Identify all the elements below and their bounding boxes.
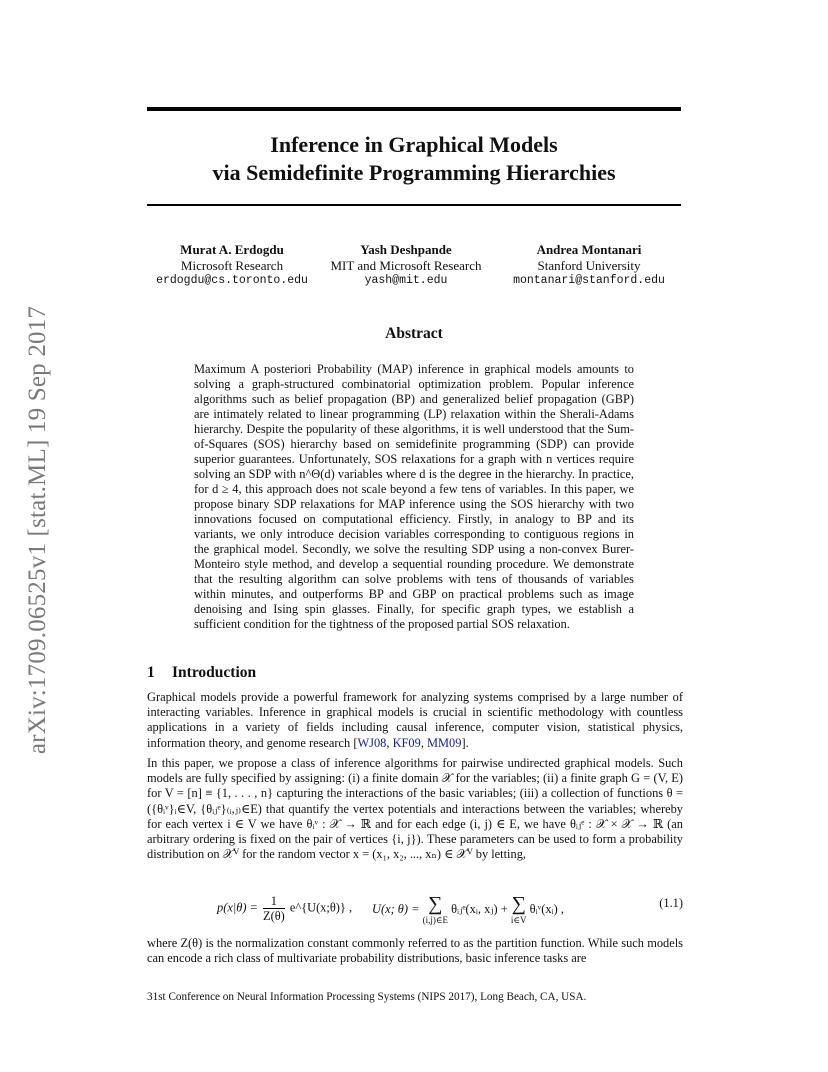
paper-title	[147, 131, 681, 187]
author-affiliation: MIT and Microsoft Research	[330, 257, 482, 273]
eq-frac-den: Z(θ)	[263, 909, 285, 923]
eq-exponential: e^{U(x;θ)} ,	[289, 900, 353, 915]
section-title: Introduction	[172, 664, 257, 681]
eq-lhs-label: p(x|θ) =	[217, 900, 258, 915]
title-rule-top	[147, 107, 681, 111]
author-block-2	[321, 242, 491, 289]
author-email[interactable]: erdogdu@cs.toronto.edu	[156, 274, 308, 287]
abstract-heading: Abstract	[385, 325, 443, 342]
author-affiliation: Microsoft Research	[180, 257, 284, 273]
conference-footer: 31st Conference on Neural Information Processing Systems (NIPS 2017), Long Beach, CA, USA.	[147, 991, 587, 1003]
eq-sum-index: i∈V	[510, 915, 527, 925]
title-rule-bottom	[147, 204, 681, 206]
equation-number: (1.1)	[659, 896, 683, 910]
author-name: Yash Deshpande	[360, 242, 452, 257]
title-line-1: Inference in Graphical Models	[270, 132, 558, 157]
citation-link[interactable]: KF09	[392, 735, 421, 750]
equation-1-1	[147, 886, 683, 928]
author-email[interactable]: montanari@stanford.edu	[513, 274, 665, 287]
abstract-text: Maximum A posteriori Probability (MAP) inference in graphical models amounts to solving a graph-structured combinatorial optimization problem. Popular inference algorithms such as belief propagation (BP) and generalized belief propagation (GBP) are intimately related to linear programming (LP) relaxation within the Sherali-Adams hierarchy. Despite the popularity of these algorithms, it is well understood that the Sum-of-Squares (SOS) hierarchy based on semidefinite programming (SDP) can provide superior guarantees. Unfortunately, SOS relaxations for a graph with n vertices require solving an SDP with n^Θ(d) variables where d is the degree in the hierarchy. In practice, for d ≥ 4, this approach does not scale beyond a few tens of variables. In this paper, we propose binary SDP relaxations for MAP inference using the SOS hierarchy with two innovations focused on computational efficiency. Firstly, in analogy to BP and its variants, we only introduce decision variables corresponding to contiguous regions in the graphical model. Secondly, we solve the resulting SDP using a non-convex Burer-Monteiro style method, and develop a sequential rounding procedure. We demonstrate that the resulting algorithm can solve problems with tens of thousands of variables within minutes, and outperforms BP and GBP on practical problems such as image denoising and Ising spin glasses. Finally, for specific graph types, we establish a sufficient condition for the tightness of the proposed partial SOS relaxation.	[194, 362, 634, 631]
intro-paragraph-1: Graphical models provide a powerful framework for analyzing systems comprised by a large number of interacting variables. Inference in graphical models is crucial in scientific methodology with countless applications in a variety of fields including causal inference, computer vision, statistical physics, information theory, and genome research [WJ08, KF09, MM09].	[147, 690, 683, 750]
author-block-1	[147, 242, 317, 289]
section-number: 1	[147, 664, 155, 681]
citation-link[interactable]: MM09	[427, 735, 462, 750]
citation-link[interactable]: WJ08	[357, 735, 387, 750]
para1-end: ].	[461, 735, 469, 750]
eq-fraction	[263, 894, 285, 923]
eq-sum-edges: ∑ (i,j)∈E	[422, 893, 448, 925]
title-line-2: via Semidefinite Programming Hierarchies	[212, 160, 616, 185]
eq-term-2: θᵢᵛ(xᵢ) ,	[529, 901, 564, 916]
intro-paragraph-2: In this paper, we propose a class of inference algorithms for pairwise undirected graphical models. Such models are fully specified by assigning: (i) a finite domain 𝒳 for the variables; (ii) a finite graph G = (V, E) for V = [n] ≡ {1, . . . , n} capturing the interactions of the basic variables; (iii) a collection of functions θ = ({θᵢᵛ}ᵢ∈V, {θᵢⱼᵉ}₍ᵢ,ⱼ₎∈E) that quantify the vertex potentials and interactions between the variables; whereby for each vertex i ∈ V we have θᵢᵛ : 𝒳 → ℝ and for each edge (i, j) ∈ E, we have θᵢⱼᵉ : 𝒳 × 𝒳 → ℝ (an arbitrary ordering is fixed on the pair of vertices {i, j}). These parameters can be used to form a probability distribution on 𝒳ⱽ for the random vector x = (x₁, x₂, ..., xₙ) ∈ 𝒳ⱽ by letting,	[147, 756, 683, 862]
eq-rhs-label: U(x; θ) =	[372, 901, 420, 916]
section-heading	[147, 664, 256, 682]
eq-frac-num: 1	[263, 894, 285, 909]
author-block-3	[497, 242, 681, 289]
arxiv-stamp	[0, 0, 70, 1072]
author-name: Andrea Montanari	[536, 242, 642, 257]
eq-term-1: θᵢⱼᵉ(xᵢ, xⱼ) +	[451, 901, 508, 916]
eq-sum-vertices: ∑ i∈V	[510, 893, 527, 925]
author-email[interactable]: yash@mit.edu	[364, 274, 448, 287]
equation-lhs	[217, 894, 352, 923]
para1-text: Graphical models provide a powerful framework for analyzing systems comprised by a large number of interacting variables. Inference in graphical models is crucial in scientific methodology with countless applications in a variety of fields including causal inference, computer vision, statistical physics, information theory, and genome research [	[147, 690, 683, 750]
intro-paragraph-3: where Z(θ) is the normalization constant commonly referred to as the partition function. While such models can encode a rich class of multivariate probability distributions, basic inference tasks are	[147, 936, 683, 966]
equation-rhs	[372, 894, 564, 926]
author-affiliation: Stanford University	[537, 257, 641, 273]
author-name: Murat A. Erdogdu	[180, 242, 284, 257]
arxiv-stamp-text: arXiv:1709.06525v1 [stat.ML] 19 Sep 2017	[24, 305, 51, 755]
eq-sum-index: (i,j)∈E	[422, 915, 448, 925]
